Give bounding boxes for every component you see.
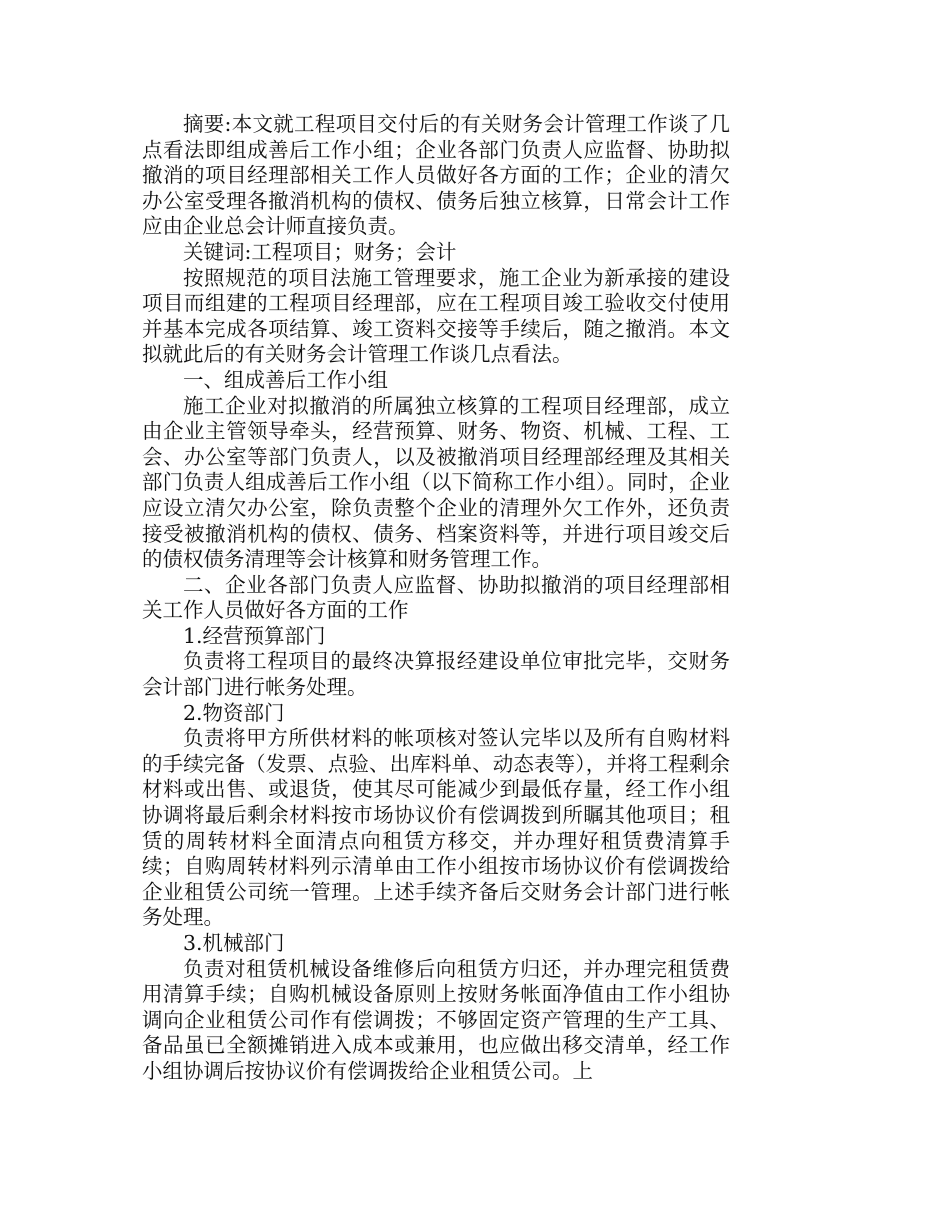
keywords-line: 关键词:工程项目；财务；会计 xyxy=(183,239,457,264)
abstract-paragraph: 摘要:本文就工程项目交付后的有关财务会计管理工作谈了几点看法即组成善后工作小组；企业各部门负责人应监督、协助拟撤消的项目经理部相关工作人员做好各方面的工作；企业的清欠办公室受理各撤消机构的债权、债务后独立核算，日常会计工作应由企业总会计师直接负责。 xyxy=(142,112,730,239)
subsection-2-heading: 2.物资部门 xyxy=(183,700,285,725)
subsection-3-paragraph: 负责对租赁机械设备维修后向租赁方归还，并办理完租赁费用清算手续；自购机械设备原则上按财务帐面净值由工作小组协调向企业租赁公司作有偿调拨；不够固定资产管理的生产工具、备品虽已全额摊销进入成本或兼用，也应做出移交清单，经工作小组协调后按协议价有偿调拨给企业租赁公司。上 xyxy=(142,956,730,1083)
section-1-heading: 一、组成善后工作小组 xyxy=(183,367,388,392)
subsection-1-paragraph: 负责将工程项目的最终决算报经建设单位审批完毕，交财务会计部门进行帐务处理。 xyxy=(142,649,730,700)
intro-paragraph: 按照规范的项目法施工管理要求，施工企业为新承接的建设项目而组建的工程项目经理部，应在工程项目竣工验收交付使用并基本完成各项结算、竣工资料交接等手续后，随之撤消。本文拟就此后的有关财务会计管理工作谈几点看法。 xyxy=(142,265,730,367)
section-1-paragraph: 施工企业对拟撤消的所属独立核算的工程项目经理部，成立由企业主管领导牵头，经营预算、财务、物资、机械、工程、工会、办公室等部门负责人，以及被撤消项目经理部经理及其相关部门负责人组成善后工作小组（以下简称工作小组）。同时，企业应设立清欠办公室，除负责整个企业的清理外欠工作外，还负责接受被撤消机构的债权、债务、档案资料等，并进行项目竣交后的债权债务清理等会计核算和财务管理工作。 xyxy=(142,393,730,572)
subsection-3-heading: 3.机械部门 xyxy=(183,931,285,955)
subsection-1-heading: 1.经营预算部门 xyxy=(183,623,326,648)
document-page xyxy=(142,112,730,1085)
subsection-2-paragraph: 负责将甲方所供材料的帐项核对签认完毕以及所有自购材料的手续完备（发票、点验、出库料单、动态表等），并将工程剩余材料或出售、或退货，使其尽可能减少到最低存量，经工作小组协调将最后剩余材料按市场协议价有偿调拨到所瞩其他项目；租赁的周转材料全面清点向租赁方移交，并办理好租赁费清算手续；自购周转材料列示清单由工作小组按市场协议价有偿调拨给企业租赁公司统一管理。上述手续齐备后交财务会计部门进行帐务处理。 xyxy=(142,726,730,930)
section-2-heading: 二、企业各部门负责人应监督、协助拟撤消的项目经理部相关工作人员做好各方面的工作 xyxy=(142,572,730,623)
